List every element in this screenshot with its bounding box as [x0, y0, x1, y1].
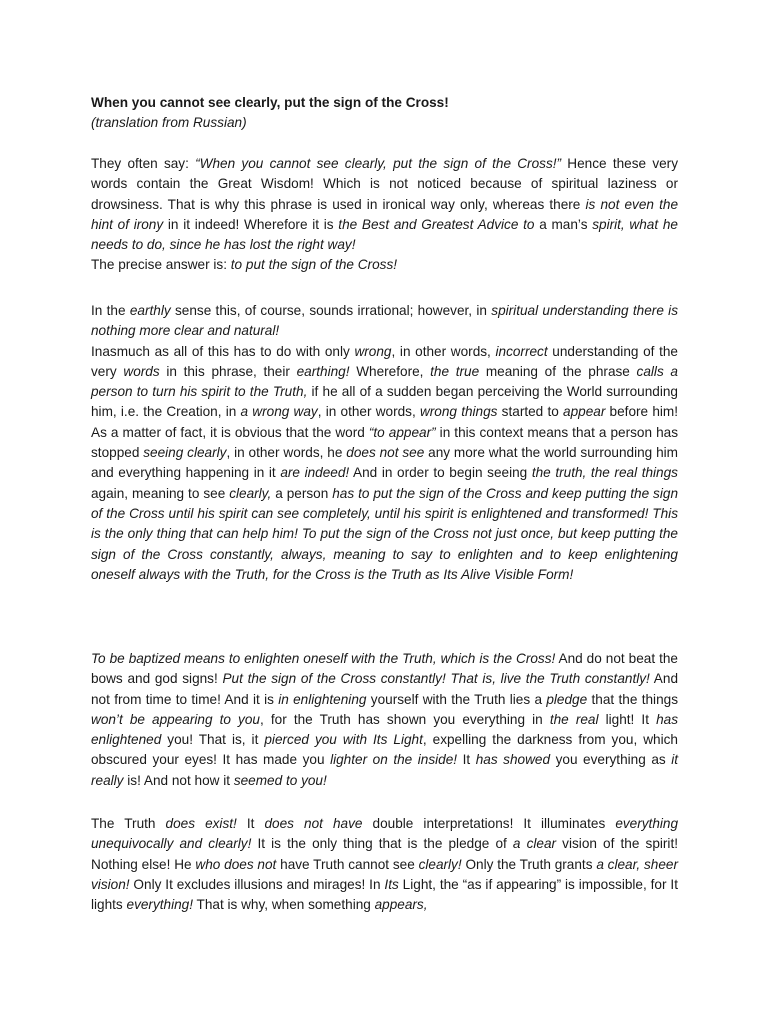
italic-text-run: earthly	[129, 303, 171, 318]
italic-text-run: spiritual understanding there is nothing more clear and natural!	[91, 303, 679, 339]
paragraph-line-group	[91, 649, 678, 791]
text-run: light! It	[598, 711, 657, 727]
italic-text-run: earthing!	[296, 363, 350, 379]
text-run: , expelling the darkness from you, which obscured your eyes! It has made you	[91, 732, 678, 768]
text-run: in it indeed! Wherefore it is	[163, 216, 339, 232]
text-run: a man’s	[534, 216, 593, 232]
text-run: Light, the “as if appearing” is impossible, for It lights	[91, 876, 678, 913]
text-run: The Truth	[91, 816, 166, 831]
text-run: Hence these very words contain the Great Wisdom! Which is not noticed because of spiritual laziness or drowsiness. That is why this phrase is used in ironical way only, whereas there	[91, 156, 679, 212]
text-run: any more what the world surrounding him and everything happening in it	[91, 445, 678, 481]
text-run: And in order to begin seeing	[349, 465, 532, 481]
italic-text-run: lighter on the inside!	[330, 752, 458, 768]
text-run: Only It excludes illusions and mirages! In	[129, 876, 385, 892]
text-run: is! And not how it	[123, 772, 234, 788]
italic-text-run: pledge	[546, 691, 588, 707]
italic-text-run: does exist!	[165, 816, 237, 831]
paragraph-line-group	[91, 154, 678, 255]
text-run: started to	[497, 404, 564, 420]
italic-text-run: To be baptized means to enlighten oneself with the Truth, which is the Cross!	[91, 651, 556, 666]
italic-text-run: has enlightened	[91, 711, 679, 748]
text-run: in this phrase, their	[159, 363, 297, 379]
italic-text-run: seeing clearly	[143, 445, 227, 461]
text-run: It is the only thing that is the pledge of	[251, 836, 513, 852]
text-run: again, meaning to see	[91, 485, 230, 501]
italic-text-run: has showed	[475, 752, 551, 768]
text-run: , in other words, he	[226, 445, 347, 461]
paragraph-line-group	[91, 255, 678, 275]
document-subtitle: (translation from Russian)	[91, 115, 247, 130]
text-run: that the things	[587, 691, 678, 707]
italic-text-run: does not see	[346, 445, 425, 461]
italic-text-run: the real	[549, 711, 599, 727]
italic-text-run: it really	[91, 752, 679, 788]
italic-text-run: a wrong way	[240, 404, 318, 420]
italic-text-run: wrong	[354, 343, 392, 359]
text-run: That is why, when something	[193, 897, 375, 913]
paragraph-2	[91, 301, 678, 585]
italic-text-run: a clear, sheer vision!	[91, 856, 678, 892]
italic-text-run: is not even the hint of irony	[91, 196, 679, 232]
italic-text-run: appears,	[374, 897, 428, 913]
paragraph-4	[91, 814, 678, 915]
text-run: , in other words,	[391, 343, 496, 359]
italic-text-run: seemed to you!	[233, 772, 327, 788]
text-run: Only the Truth grants	[461, 856, 597, 872]
text-run: you everything as	[550, 752, 672, 768]
document-title: When you cannot see clearly, put the sign of the Cross!	[91, 95, 449, 110]
text-run: if he all of a sudden began perceiving the World surrounding him, i.e. the Creation, in	[91, 384, 678, 420]
text-run: In the	[91, 303, 130, 318]
text-run: , in other words,	[317, 404, 420, 420]
italic-text-run: spirit, what he needs to do, since he has lost the right way!	[91, 216, 678, 253]
italic-text-run: the truth, the real things	[531, 465, 678, 481]
paragraph-line-group	[91, 814, 678, 915]
text-run: understanding of the very	[91, 343, 678, 379]
text-run: Wherefore,	[349, 363, 431, 379]
text-run: They often say:	[91, 156, 196, 171]
paragraph-1	[91, 154, 678, 276]
italic-text-run: clearly!	[418, 856, 462, 872]
text-run: a person	[271, 485, 333, 501]
italic-text-run: appear	[563, 404, 606, 420]
text-run: in this context means that a person has stopped	[91, 424, 679, 461]
text-run: Inasmuch as all of this has to do with only	[91, 343, 355, 359]
text-run: double interpretations! It illuminates	[362, 816, 616, 831]
text-run: And do not beat the bows and god signs!	[91, 651, 678, 687]
paragraph-3	[91, 649, 678, 791]
italic-text-run: everything unequivocally and clearly!	[91, 816, 679, 852]
text-run: yourself with the Truth lies a	[366, 691, 547, 707]
italic-text-run: Its	[384, 876, 399, 892]
text-run: And not from time to time! And it is	[91, 671, 678, 707]
paragraph-line-group	[91, 301, 678, 342]
italic-text-run: does not have	[264, 816, 363, 831]
italic-text-run: are indeed!	[280, 465, 350, 481]
text-run: It	[457, 752, 476, 768]
text-run: you! That is, it	[161, 732, 265, 748]
italic-text-run: clearly,	[229, 485, 272, 501]
italic-text-run: words	[123, 363, 160, 379]
italic-text-run: in enlightening	[278, 691, 367, 707]
italic-text-run: the Best and Greatest Advice to	[338, 216, 535, 232]
italic-text-run: incorrect	[495, 343, 548, 359]
text-run: sense this, of course, sounds irrational; however, in	[170, 303, 492, 318]
italic-text-run: the true	[430, 363, 480, 379]
italic-text-run: pierced you with Its Light	[264, 732, 423, 748]
italic-text-run: Put the sign of the Cross constantly! That is, live the Truth constantly!	[222, 671, 650, 687]
paragraph-line-group	[91, 342, 678, 586]
italic-text-run: won’t be appearing to you	[91, 711, 260, 727]
text-run: before him! As a matter of fact, it is obvious that the word	[91, 404, 678, 440]
italic-text-run: a clear	[512, 836, 557, 852]
italic-text-run: everything!	[126, 897, 194, 913]
italic-text-run: has to put the sign of the Cross and keep putting the sign of the Cross until his spirit can see completely, until his spirit is enlightened and transformed! This is the only thing that can help him! To put the sign of the Cross not just once, but keep putting the sign of the Cross constantly, always, meaning to say to enlighten and to keep enlightening oneself always with the Truth, for the Cross is the Truth as Its Alive Visible Form!	[91, 485, 678, 582]
italic-text-run: “to appear”	[368, 424, 436, 440]
text-run: have Truth cannot see	[276, 856, 419, 872]
italic-text-run: “When you cannot see clearly, put the sign of the Cross!”	[195, 156, 562, 171]
text-run: , for the Truth has shown you everything in	[259, 711, 550, 727]
italic-text-run: who does not	[195, 856, 277, 872]
text-run: vision of the spirit! Nothing else! He	[91, 836, 679, 872]
italic-text-run: calls a person to turn his spirit to the Truth,	[91, 363, 678, 400]
italic-text-run: wrong things	[419, 404, 498, 420]
text-run: It	[236, 816, 265, 831]
italic-text-run: to put the sign of the Cross!	[230, 257, 398, 273]
text-run: The precise answer is:	[91, 257, 231, 273]
text-run: meaning of the phrase	[479, 363, 637, 379]
